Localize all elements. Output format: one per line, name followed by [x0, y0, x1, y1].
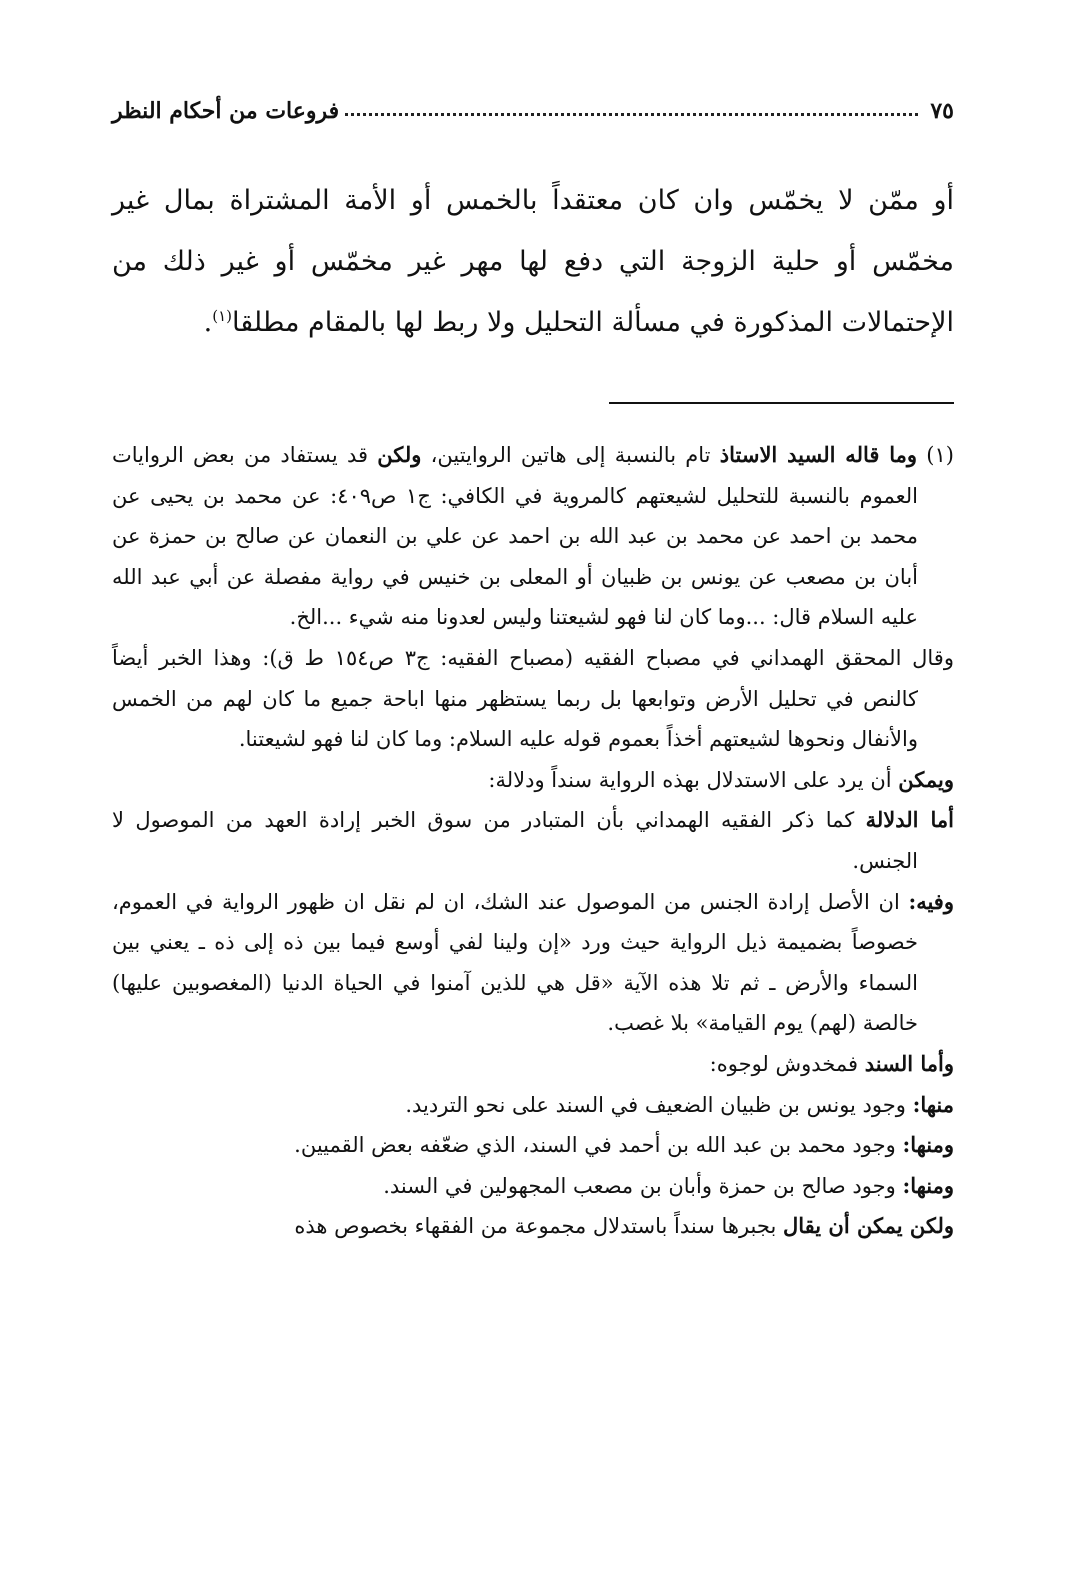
main-paragraph: أو ممّن لا يخمّس وان كان معتقداً بالخمس أو الأمة المشتراة بمال غير مخمّس أو حلية الزوجة التي دفع لها مهر غير مخمّس أو غير ذلك من الإحتمالات المذكورة في مسألة التحليل ولا ربط لها بالمقام مطلقا$^{(١)}$. — [112, 185, 954, 338]
hamadani-paragraph: وقال المحقق الهمداني في مصباح الفقيه (مصباح الفقيه: ج٣ ص١٥٤ ط ق): وهذا الخبر أيضاً كالنص في تحليل الأرض وتوابعها بل ربما يستظهر منها اباحة جميع ما كان لهم من الخمس والأنفال ونحوها لشيعتهم أخذاً بعموم قوله عليه السلام: وما كان لنا فهو لشيعتنا. — [112, 645, 954, 752]
dalala-paragraph: أما الدلالة كما ذكر الفقيه الهمداني بأن المتبادر من سوق الخبر إرادة العهد من الموصول لا الجنس. — [112, 807, 954, 873]
running-title: فروعات من أحكام النظر — [112, 98, 340, 124]
fihi-paragraph: وفيه: ان الأصل إرادة الجنس من الموصول عند الشك، ان لم نقل ان ظهور الرواية في العموم، خصوصاً بضميمة ذيل الرواية حيث ورد «إن ولينا لفي أوسع فيما بين ذه إلى ذه ـ يعني بين السماء والأرض ـ ثم تلا هذه الآية «قل هي للذين آمنوا في الحياة الدنيا (المغصوبين عليها) خالصة (لهم) يوم القيامة» بلا غصب. — [112, 888, 954, 1036]
lakin-paragraph: ولكن يمكن أن يقال بجبرها سنداً باستدلال مجموعة من الفقهاء بخصوص هذه — [294, 1213, 954, 1239]
footnotes — [112, 435, 954, 1247]
sanad-paragraph: وأما السند فمخدوش لوجوه: — [709, 1050, 954, 1076]
footnote-reference[interactable]: (١) — [212, 307, 232, 325]
page-header — [112, 78, 954, 124]
footnote-separator — [609, 402, 954, 404]
yumkin-paragraph: ويمكن أن يرد على الاستدلال بهذه الرواية سنداً ودلالة: — [488, 766, 954, 792]
minha-2-paragraph: ومنها: وجود محمد بن عبد الله بن أحمد في السند، الذي ضعّفه بعض القميين. — [294, 1132, 954, 1158]
minha-1-paragraph: منها: وجود يونس بن ظبيان الضعيف في السند على نحو الترديد. — [405, 1091, 954, 1117]
page-number: ٧٥ — [930, 98, 954, 124]
minha-3-paragraph: ومنها: وجود صالح بن حمزة وأبان بن مصعب المجهولين في السند. — [383, 1172, 954, 1198]
main-text — [112, 170, 954, 353]
header-dot-leader — [345, 113, 918, 116]
footnote-1: (١) وما قاله السيد الاستاذ تام بالنسبة إلى هاتين الروايتين، ولكن قد يستفاد من بعض الروايات العموم بالنسبة للتحليل لشيعتهم كالمروية في الكافي: ج١ ص٤٠٩: عن محمد بن يحيى عن محمد بن احمد عن محمد بن عبد الله بن احمد عن علي بن النعمان عن صالح بن حمزة عن أبان بن مصعب عن يونس بن ظبيان أو المعلى بن خنيس في رواية مفصلة عن أبي عبد الله عليه السلام قال: ...وما كان لنا فهو لشيعتنا وليس لعدونا منه شيء ...الخ. — [112, 442, 954, 630]
footnote-marker: (١) — [926, 443, 954, 467]
